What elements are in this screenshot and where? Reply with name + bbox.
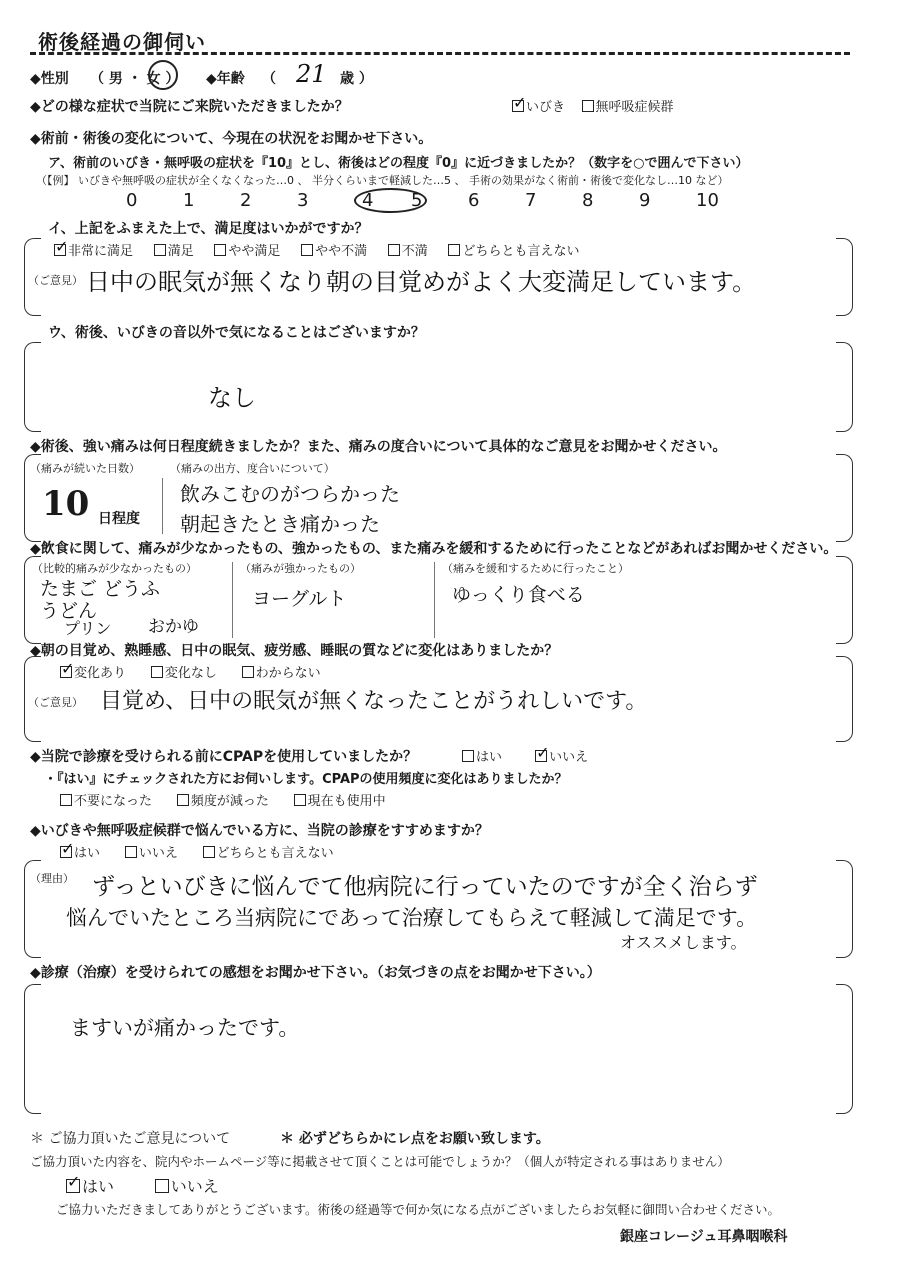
consent-option-no: いいえ [170,1177,219,1196]
q3-checkbox-1[interactable] [154,244,166,256]
consent-options [66,1174,219,1197]
q2-example: （【例】 いびきや無呼吸の症状が全くなくなった…0 、 半分くらいまで軽減した…5 、 手術の効果がなく術前・術後で変化なし…10 など） [36,174,729,187]
consent-heading-1: ＊ ご協力頂いたご意見について [30,1131,231,1147]
q3-option-5: どちらとも言えない [462,244,580,259]
q5-days-unit: 日程度 [98,511,140,527]
gender-selected-circle [148,60,178,90]
q9-reason-line1[interactable]: ずっといびきに悩んでて他病院に行っていたのですが全く治らず [92,874,758,900]
q5-days-value[interactable]: 10 [42,484,90,524]
q6-col1-line2[interactable]: うどん [40,600,98,622]
scale-4[interactable] [354,188,411,213]
q6-col1-line3[interactable]: プリン [64,619,112,638]
q7-opinion[interactable]: 目覚め、日中の眠気が無くなったことがうれしいです。 [100,689,648,714]
q2-heading: ◆術前・術後の変化について、今現在の状況をお聞かせ下さい。 [30,131,433,147]
q2-scale [126,188,753,213]
scale-8[interactable]: 8 [582,190,594,211]
q3-text: イ、上記をふまえた上で、満足度はいかがですか？ [48,221,369,237]
q7-option-2: わからない [255,666,321,681]
q8-sub-text: ・『はい』にチェックされた方にお伺いします。CPAPの使用頻度に変化はありましたか？ [44,772,568,787]
q1-checkbox-snoring[interactable] [512,100,524,112]
consent-option-yes: はい [82,1177,115,1196]
q8-sub-checkbox-1[interactable] [177,794,189,806]
q7-opinion-label: （ご意見） [28,696,83,709]
q6-col1-label: （比較的痛みが少なかったもの） [32,562,197,575]
scale-5[interactable]: 5 [411,190,423,211]
q3-option-2: やや満足 [228,244,281,259]
scale-3[interactable]: 3 [297,190,309,211]
q8-sub-options [60,790,386,809]
q6-divider-2 [434,562,435,638]
q9-options [60,842,334,861]
scale-selected: 4 [354,188,427,213]
age-value[interactable]: 21 [296,60,327,88]
q1-checkbox-apnea[interactable] [582,100,594,112]
q3-checkbox-2[interactable] [214,244,226,256]
thanks-text: ご協力いただきましてありがとうございます。術後の経過等で何か気になる点がございましたらお気軽に御問い合わせください。 [56,1202,781,1217]
age-unit: 歳 ） [340,71,373,87]
q3-checkbox-4[interactable] [388,244,400,256]
q5-days-label: （痛みが続いた日数） [30,462,140,475]
gender-options[interactable]: （ 男 ・ 女 ） [90,71,180,87]
q8-text: ◆当院で診療を受けられる前にCPAPを使用していましたか？ [30,749,418,765]
scale-10[interactable]: 10 [696,190,719,211]
q7-option-0: 変化あり [74,666,127,681]
q6-bracket-right [836,556,853,644]
q6-col1-line1[interactable]: たまご どうふ [40,578,161,600]
q4-answer[interactable]: なし [208,384,256,412]
q6-col1-line4[interactable]: おかゆ [148,617,199,637]
clinic-name: 銀座コレージュ耳鼻咽喉科 [620,1229,788,1245]
q3-option-4: 不満 [401,244,428,259]
q9-option-1: いいえ [138,846,178,861]
scale-9[interactable]: 9 [639,190,651,211]
q1-text: ◆どの様な症状で当院にご来院いただきましたか？ [30,99,349,115]
q3-opinion-label: （ご意見） [28,274,83,287]
page-title: 術後経過の御伺い [38,30,206,54]
q7-options [60,662,321,681]
q9-checkbox-0[interactable] [60,846,72,858]
q8-options [462,746,588,765]
q4-bracket-left [24,342,41,432]
title-divider [30,52,850,55]
scale-1[interactable]: 1 [183,190,195,211]
q5-text: ◆術後、強い痛みは何日程度続きましたか？また、痛みの度合いについて具体的なご意見をお聞かせください。 [30,439,727,455]
q5-detail-line1[interactable]: 飲みこむのがつらかった [180,482,400,506]
q6-col2-label: （痛みが強かったもの） [240,562,361,575]
age-label: ◆年齢 [206,71,245,87]
consent-checkbox-no[interactable] [155,1179,169,1193]
q2-a-text: ア、術前のいびき・無呼吸の症状を『10』とし、術後はどの程度『0』に近づきましたか？（数字を○で囲んで下さい） [48,156,749,171]
consent-heading-2: ＊ 必ずどちらかにレ点をお願い致します。 [280,1131,550,1147]
q6-col3-label: （痛みを緩和するために行ったこと） [442,562,629,575]
q10-answer[interactable]: ますいが痛かったです。 [70,1016,300,1040]
q3-checkbox-3[interactable] [301,244,313,256]
q9-checkbox-2[interactable] [203,846,215,858]
q7-checkbox-2[interactable] [242,666,254,678]
q1-options [512,96,674,115]
q6-col3-value[interactable]: ゆっくり食べる [452,584,585,606]
q6-divider-1 [232,562,233,638]
q7-option-1: 変化なし [164,666,217,681]
q3-bracket-right [836,238,853,316]
q8-option-yes: はい [476,750,503,765]
q3-options [54,240,579,259]
q7-checkbox-1[interactable] [151,666,163,678]
q3-option-3: やや不満 [315,244,368,259]
q8-checkbox-yes[interactable] [462,750,474,762]
q10-bracket-right [836,984,853,1114]
q9-option-0: はい [74,846,101,861]
q6-text: ◆飲食に関して、痛みが少なかったもの、強かったもの、また痛みを緩和するために行ったことなどがあればお聞かせください。 [30,541,838,557]
q7-bracket-right [836,656,853,742]
q9-bracket-right [836,860,853,958]
q8-sub-checkbox-0[interactable] [60,794,72,806]
q3-option-0: 非常に満足 [68,244,134,259]
q10-text: ◆診療（治療）を受けられての感想をお聞かせ下さい。（お気づきの点をお聞かせ下さい。） [30,965,601,981]
q8-checkbox-no[interactable] [535,750,547,762]
q1-option-apnea: 無呼吸症候群 [595,100,674,115]
q5-divider [162,478,163,534]
age-open: （ [262,71,276,87]
q10-bracket-left [24,984,41,1114]
q5-bracket-right [836,454,853,542]
q8-option-no: いいえ [549,750,589,765]
q3-option-1: 満足 [167,244,194,259]
q3-opinion[interactable]: 日中の眠気が無くなり朝の目覚めがよく大変満足しています。 [86,268,757,296]
scale-7[interactable]: 7 [525,190,537,211]
q1-option-snoring: いびき [526,100,566,115]
scale-2[interactable]: 2 [240,190,252,211]
q8-sub-checkbox-2[interactable] [294,794,306,806]
q7-checkbox-0[interactable] [60,666,72,678]
q3-checkbox-0[interactable] [54,244,66,256]
q8-sub-option-0: 不要になった [74,794,153,809]
q4-bracket-right [836,342,853,432]
q8-sub-option-2: 現在も使用中 [307,794,386,809]
consent-checkbox-yes[interactable] [66,1179,80,1193]
gender-label: ◆性別 [30,71,69,87]
q8-sub-option-1: 頻度が減った [190,794,269,809]
q5-detail-label: （痛みの出方、度合いについて） [170,462,335,475]
q9-text: ◆いびきや無呼吸症候群で悩んでいる方に、当院の診療をすすめますか？ [30,823,489,839]
q5-detail-line2[interactable]: 朝起きたとき痛かった [180,512,380,536]
consent-text: ご協力頂いた内容を、院内やホームページ等に掲載させて頂くことは可能でしょうか？（個人が特定される事はありません） [30,1154,730,1169]
scale-6[interactable]: 6 [468,190,480,211]
q9-checkbox-1[interactable] [125,846,137,858]
q7-text: ◆朝の目覚め、熟睡感、日中の眠気、疲労感、睡眠の質などに変化はありましたか？ [30,643,559,659]
scale-0[interactable]: 0 [126,190,138,211]
q4-text: ウ、術後、いびきの音以外で気になることはございますか？ [48,325,425,341]
q9-reason-label: （理由） [30,872,74,885]
q6-col2-value[interactable]: ヨーグルト [252,588,347,610]
q3-checkbox-5[interactable] [448,244,460,256]
q9-reason-line2[interactable]: 悩んでいたところ当病院にであって治療してもらえて軽減して満足です。 [66,906,758,930]
q9-option-2: どちらとも言えない [216,846,334,861]
q9-reason-line3[interactable]: オススメします。 [620,933,747,952]
